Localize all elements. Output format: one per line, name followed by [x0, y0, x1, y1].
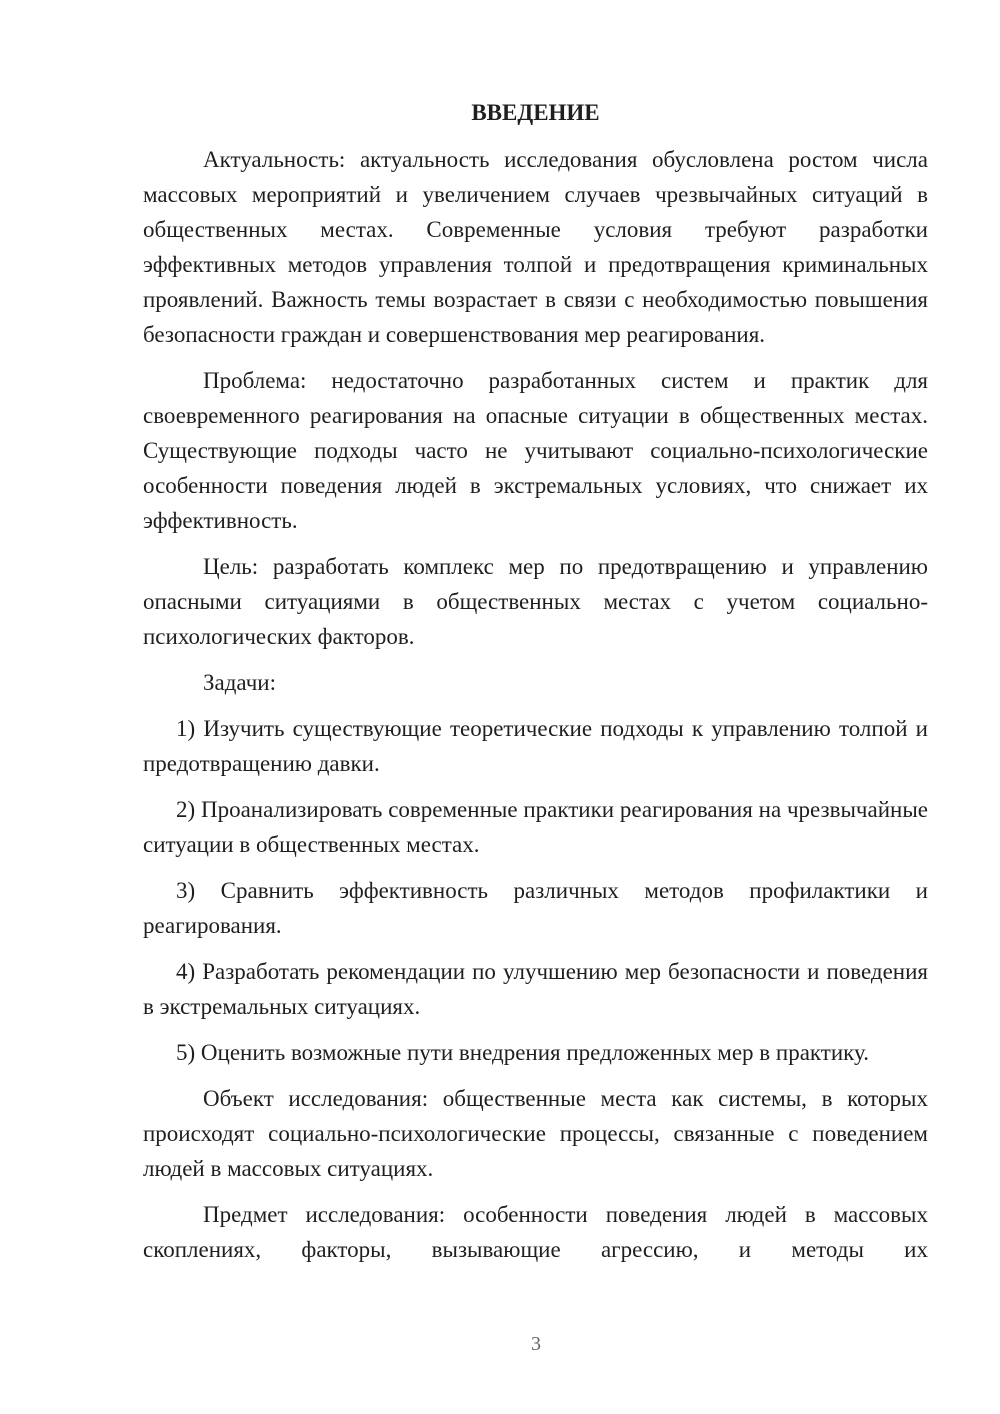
task-item-2: 2) Проанализировать современные практики реагирования на чрезвычайные ситуации в общественных местах. [143, 797, 928, 857]
paragraph-subject: Предмет исследования: особенности поведения людей в массовых скоплениях, факторы, вызывающие агрессию, и методы их [143, 1202, 928, 1262]
page-number: 3 [531, 1333, 541, 1355]
section-title: ВВЕДЕНИЕ [471, 100, 600, 125]
paragraph-relevance: Актуальность: актуальность исследования обусловлена ростом числа массовых мероприятий и увеличением случаев чрезвычайных ситуаций в общественных местах. Современные условия требуют разработки эффективных методов управления толпой и предотвращения криминальных проявлений. Важность темы возрастает в связи с необходимостью повышения безопасности граждан и совершенствования мер реагирования. [143, 147, 928, 347]
paragraph-goal: Цель: разработать комплекс мер по предотвращению и управлению опасными ситуациями в общественных местах с учетом социально-психологических факторов. [143, 554, 928, 649]
task-item-1: 1) Изучить существующие теоретические подходы к управлению толпой и предотвращению давки. [143, 716, 928, 776]
task-item-5: 5) Оценить возможные пути внедрения предложенных мер в практику. [176, 1040, 869, 1065]
tasks-heading: Задачи: [203, 670, 276, 695]
paragraph-object: Объект исследования: общественные места как системы, в которых происходят социально-психологические процессы, связанные с поведением людей в массовых ситуациях. [143, 1086, 928, 1181]
task-item-3: 3) Сравнить эффективность различных методов профилактики и реагирования. [143, 878, 928, 938]
page-content [143, 95, 928, 1278]
task-item-4: 4) Разработать рекомендации по улучшению мер безопасности и поведения в экстремальных ситуациях. [143, 959, 928, 1019]
paragraph-problem: Проблема: недостаточно разработанных систем и практик для своевременного реагирования на опасные ситуации в общественных местах. Существующие подходы часто не учитывают социально-психологические особенности поведения людей в экстремальных условиях, что снижает их эффективность. [143, 368, 928, 533]
